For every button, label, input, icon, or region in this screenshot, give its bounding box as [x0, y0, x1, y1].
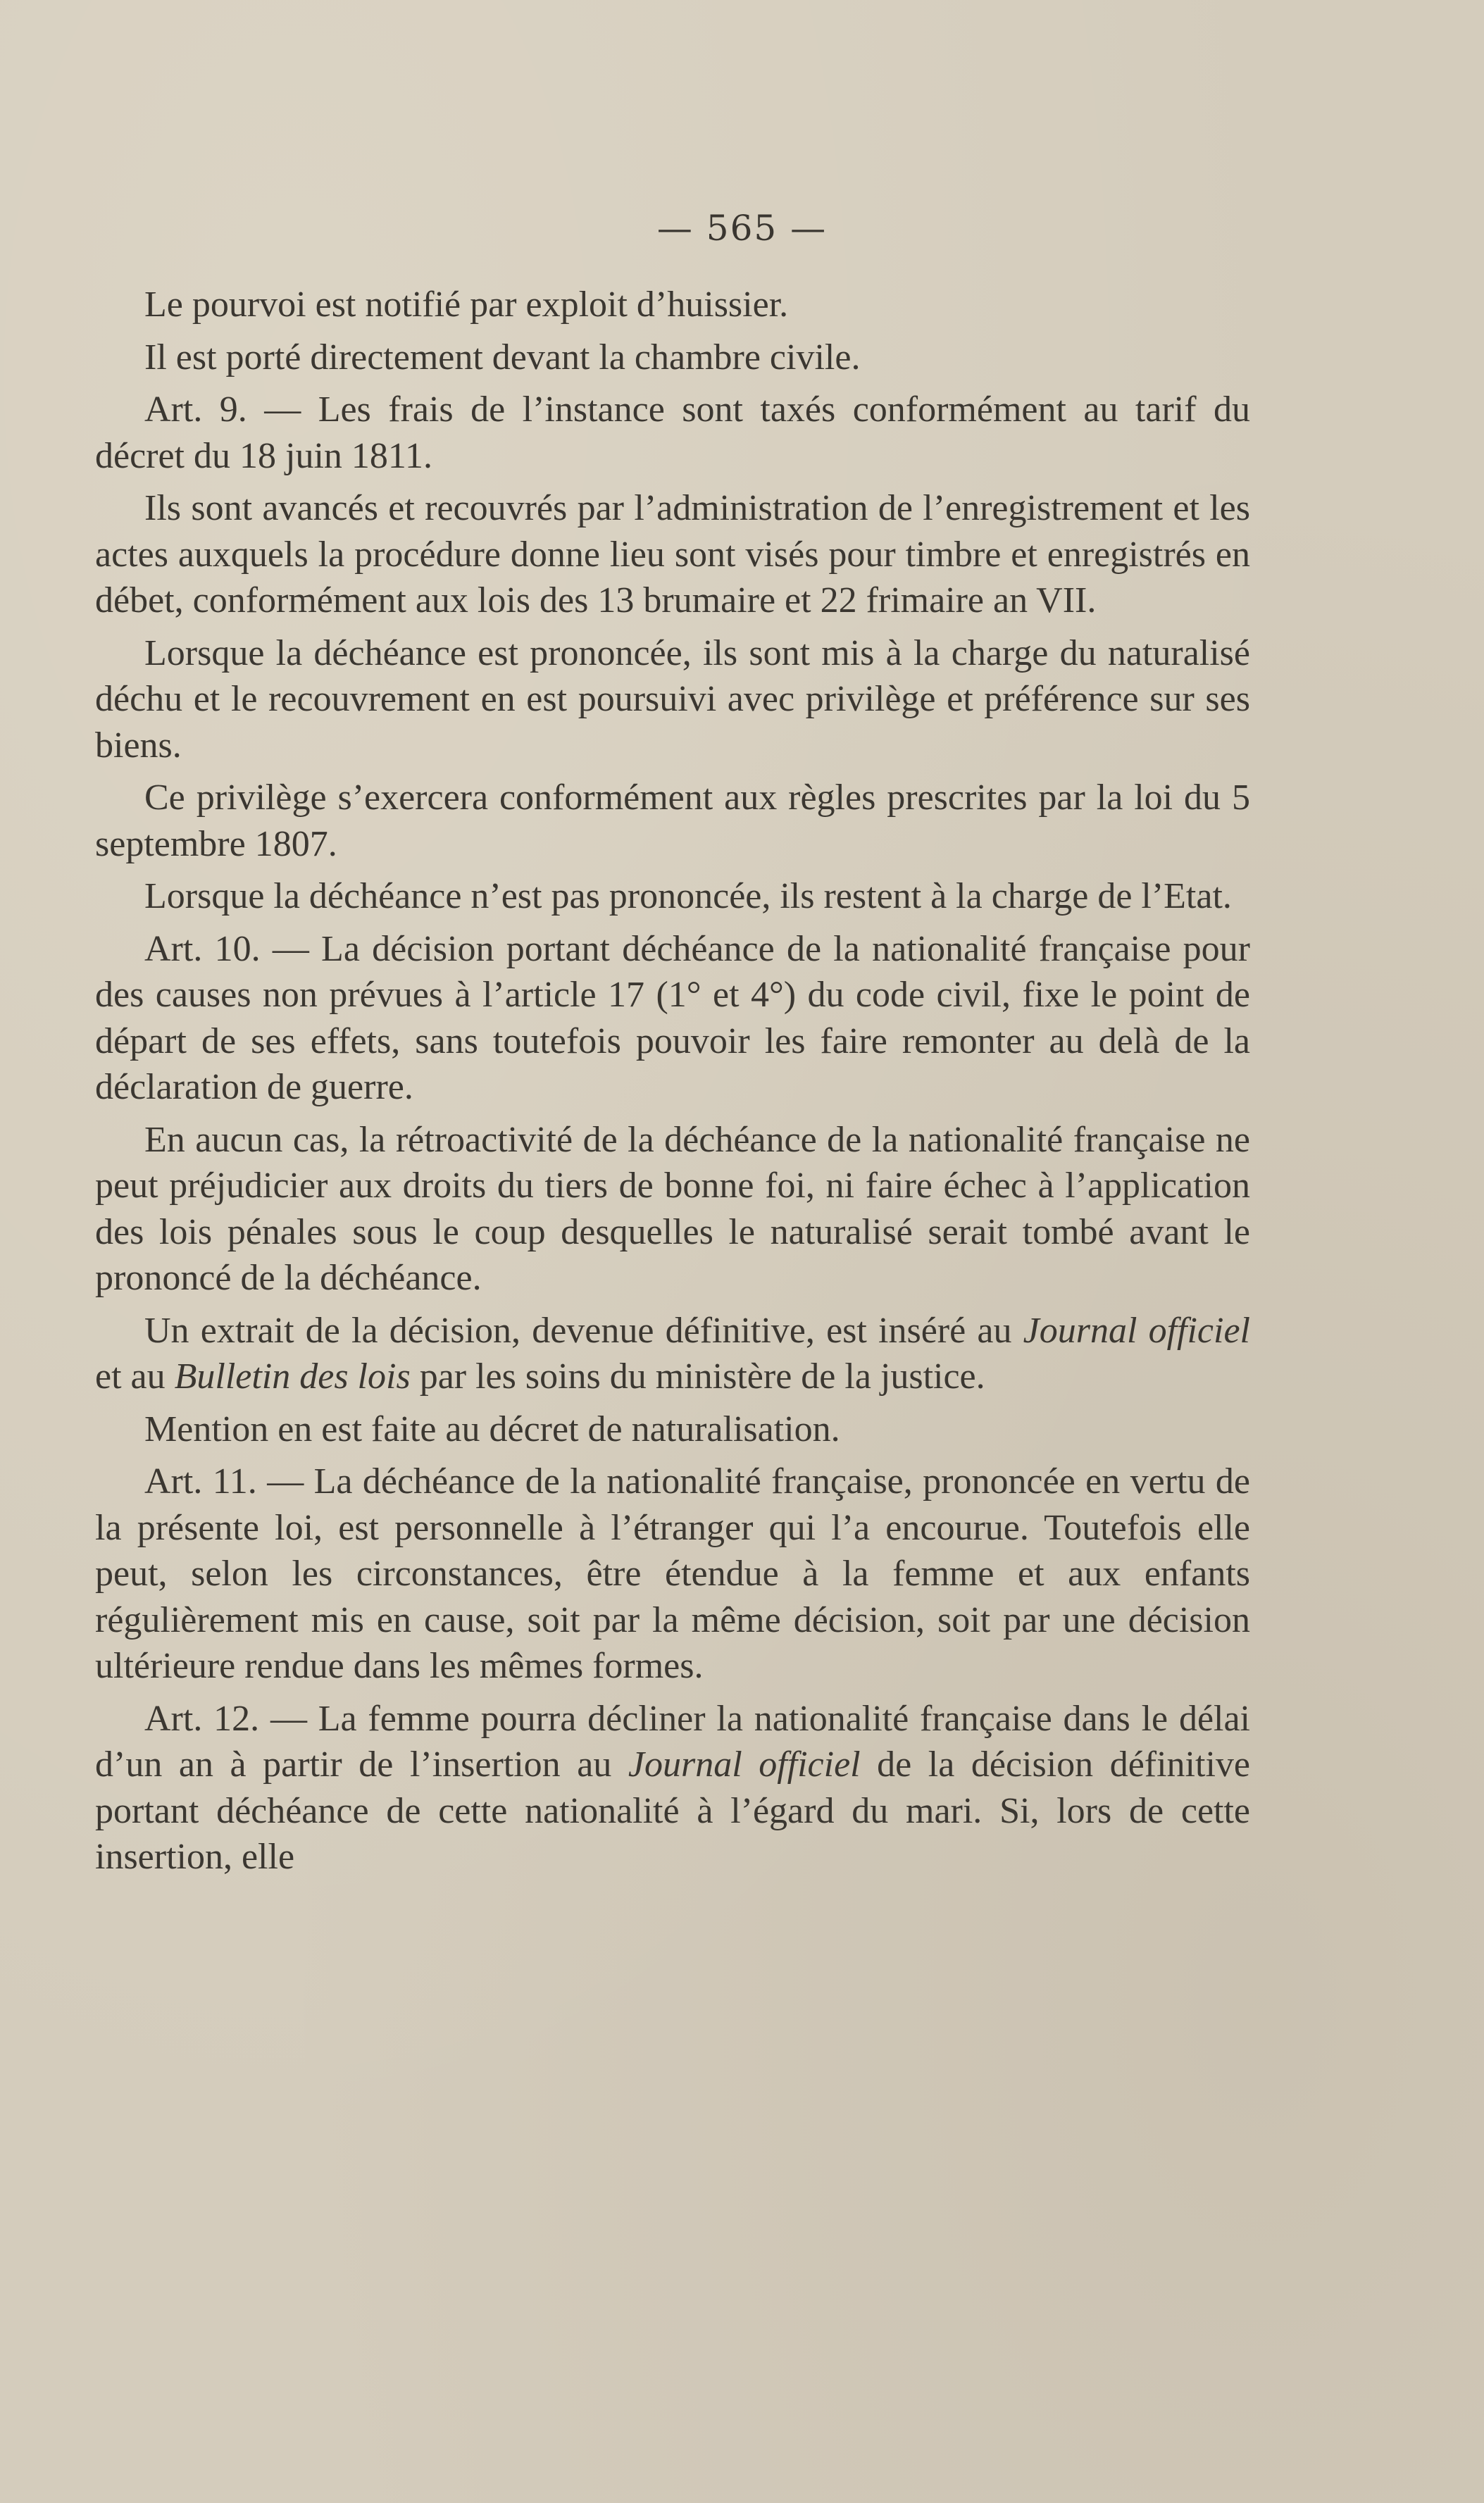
paragraph [95, 775, 1250, 867]
paragraph [95, 873, 1250, 920]
paragraph [95, 1117, 1250, 1302]
text-segment: de la décision définitive portant déchéance de cette nationalité à l’égard du mari. Si, lors de cette insertion, elle [95, 1744, 1250, 1877]
paragraph [95, 282, 1250, 328]
paragraph [95, 1308, 1250, 1400]
paragraph [95, 335, 1250, 381]
text-segment: par les soins du ministère de la justice. [410, 1356, 985, 1397]
body-text [95, 282, 1250, 1880]
italic-title: Bulletin des lois [174, 1356, 411, 1397]
paragraph [95, 630, 1250, 769]
text-segment: Lorsque la déchéance est prononcée, ils sont mis à la charge du naturalisé déchu et le recouvrement en est poursuivi avec privilège et préférence sur ses biens. [95, 632, 1250, 766]
italic-title: Journal officiel [628, 1744, 861, 1785]
text-segment: Art. 9. — Les frais de l’instance sont taxés conformément au tarif du décret du 18 juin 1811. [95, 389, 1250, 476]
italic-title: Journal officiel [1023, 1310, 1250, 1351]
text-segment: Art. 11. — La déchéance de la nationalité française, prononcée en vertu de la présente loi, est personnelle à l’étranger qui l’a encourue. Toutefois elle peut, selon les circonstances, être étendue à la femme et aux enfants régulièrement mis en cause, soit par la même décision, soit par une décision ultérieure rendue dans les mêmes formes. [95, 1461, 1250, 1686]
text-segment: Ce privilège s’exercera conformément aux règles prescrites par la loi du 5 septembre 1807. [95, 778, 1250, 864]
paragraph [95, 1459, 1250, 1690]
text-segment: Art. 12. — La femme pourra décliner la nationalité française dans le délai d’un an à partir de l’insertion au [95, 1698, 1250, 1785]
text-segment: et au [95, 1356, 175, 1397]
text-segment: Mention en est faite au décret de naturalisation. [144, 1409, 840, 1449]
text-segment: Ils sont avancés et recouvrés par l’administration de l’enregistrement et les actes auxquels la procédure donne lieu sont visés pour timbre et enregistrés en débet, conformément aux lois des 13 brumaire et 22 frimaire an VII. [95, 488, 1250, 620]
text-segment: Le pourvoi est notifié par exploit d’huissier. [144, 285, 789, 325]
paragraph [95, 1406, 1250, 1453]
text-segment: Un extrait de la décision, devenue définitive, est inséré au [144, 1310, 1023, 1351]
paragraph [95, 485, 1250, 624]
page-number: — 565 — [656, 208, 828, 249]
text-segment: Art. 10. — La décision portant déchéance de la nationalité française pour des causes non prévues à l’article 17 (1° et 4°) du code civil, fixe le point de départ de ses effets, sans toutefois pouvoir les faire remonter au delà de la déclaration de guerre. [95, 928, 1250, 1107]
text-segment: Il est porté directement devant la chambre civile. [144, 337, 861, 377]
paragraph [95, 1696, 1250, 1880]
paragraph [95, 387, 1250, 479]
text-segment: Lorsque la déchéance n’est pas prononcée, ils restent à la charge de l’Etat. [144, 876, 1232, 916]
text-segment: En aucun cas, la rétroactivité de la déchéance de la nationalité française ne peut préjudicier aux droits du tiers de bonne foi, ni faire échec à l’application des lois pénales sous le coup desquelles le naturalisé serait tombé avant le prononcé de la déchéance. [95, 1119, 1250, 1298]
paragraph [95, 926, 1250, 1111]
